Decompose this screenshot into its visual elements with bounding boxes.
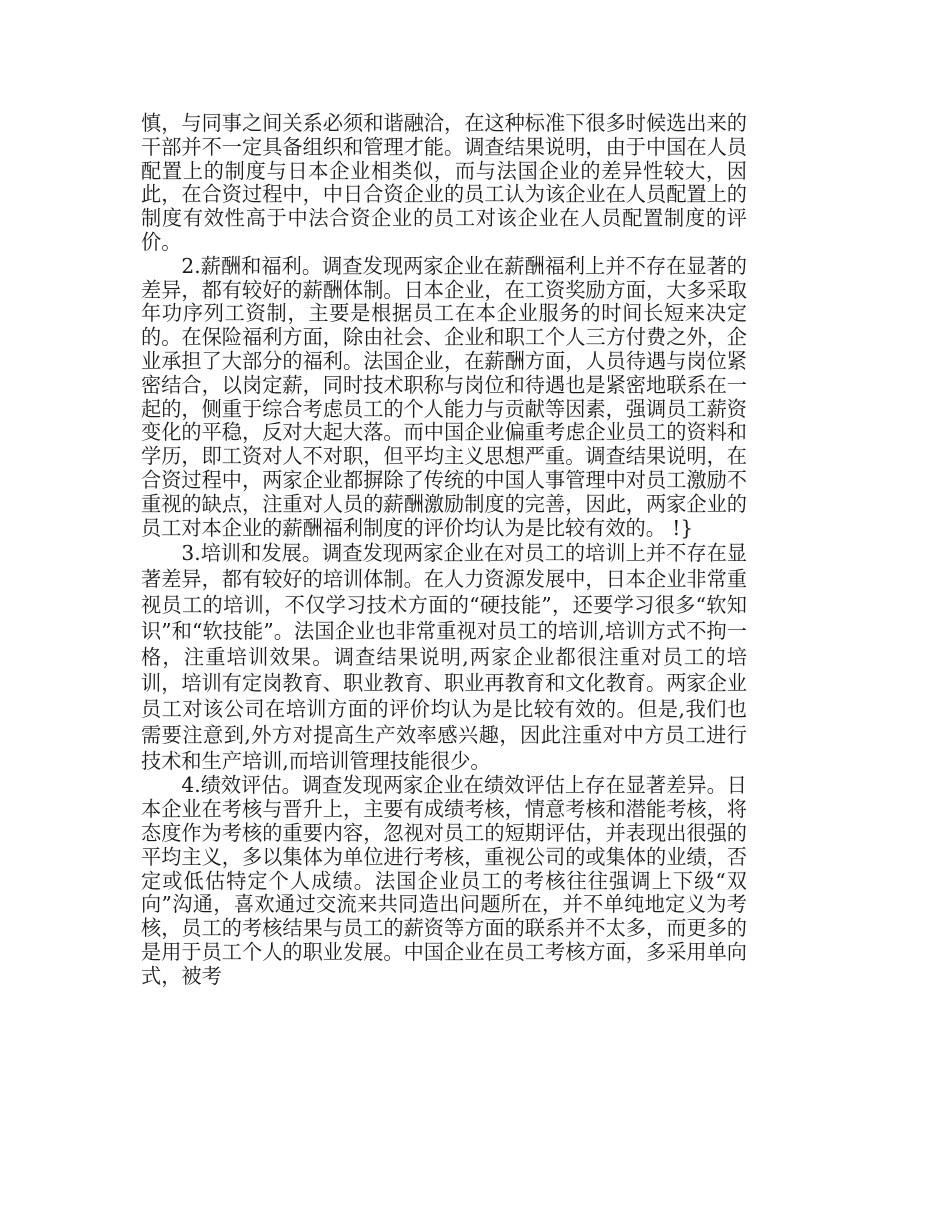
paragraph-performance-evaluation: 4.绩效评估。调查发现两家企业在绩效评估上存在显著差异。日本企业在考核与晋升上，主要有成绩考核，情意考核和潜能考核，将态度作为考核的重要内容，忽视对员工的短期评估，并表现出很强的平均主义，多以集体为单位进行考核，重视公司的或集体的业绩，否定或低估特定个人成绩。法国企业员工的考核往往强调上下级“双向”沟通，喜欢通过交流来共同造出问题所在，并不单纯地定义为考核，员工的考核结果与员工的薪资等方面的联系并不太多，而更多的是用于员工个人的职业发展。中国企业在员工考核方面，多采用单向式，被考 bbox=[141, 773, 747, 988]
paragraph-training-development: 3.培训和发展。调查发现两家企业在对员工的培训上并不存在显著差异，都有较好的培训体制。在人力资源发展中，日本企业非常重视员工的培训，不仅学习技术方面的“硬技能”，还要学习很多“软知识”和“软技能”。法国企业也非常重视对员工的培训,培训方式不拘一格，注重培训效果。调查结果说明,两家企业都很注重对员工的培训，培训有定岗教育、职业教育、职业再教育和文化教育。两家企业员工对该公司在培训方面的评价均认为是比较有效的。但是,我们也需要注意到,外方对提高生产效率感兴趣，因此注重对中方员工进行技术和生产培训,而培训管理技能很少。 bbox=[141, 541, 747, 774]
document-body bbox=[141, 112, 747, 989]
paragraph-compensation-benefits: 2.薪酬和福利。调查发现两家企业在薪酬福利上并不存在显著的差异，都有较好的薪酬体制。日本企业，在工资奖励方面，大多采取年功序列工资制，主要是根据员工在本企业服务的时间长短来决定的。在保险福利方面，除由社会、企业和职工个人三方付费之外，企业承担了大部分的福利。法国企业，在薪酬方面，人员待遇与岗位紧密结合，以岗定薪，同时技术职称与岗位和待遇也是紧密地联系在一起的，侧重于综合考虑员工的个人能力与贡献等因素，强调员工薪资变化的平稳，反对大起大落。而中国企业偏重考虑企业员工的资料和学历，即工资对人不对职，但平均主义思想严重。调查结果说明，在合资过程中，两家企业都摒除了传统的中国人事管理中对员工激励不重视的缺点，注重对人员的薪酬激励制度的完善，因此，两家企业的员工对本企业的薪酬福利制度的评价均认为是比较有效的。 !} bbox=[141, 253, 747, 540]
paragraph-staffing-conclusion: 慎，与同事之间关系必须和谐融洽，在这种标准下很多时候选出来的干部并不一定具备组织和管理才能。调查结果说明，由于中国在人员配置上的制度与日本企业相类似，而与法国企业的差异性较大，因此，在合资过程中，中日合资企业的员工认为该企业在人员配置上的制度有效性高于中法合资企业的员工对该企业在人员配置制度的评价。 bbox=[141, 111, 747, 254]
